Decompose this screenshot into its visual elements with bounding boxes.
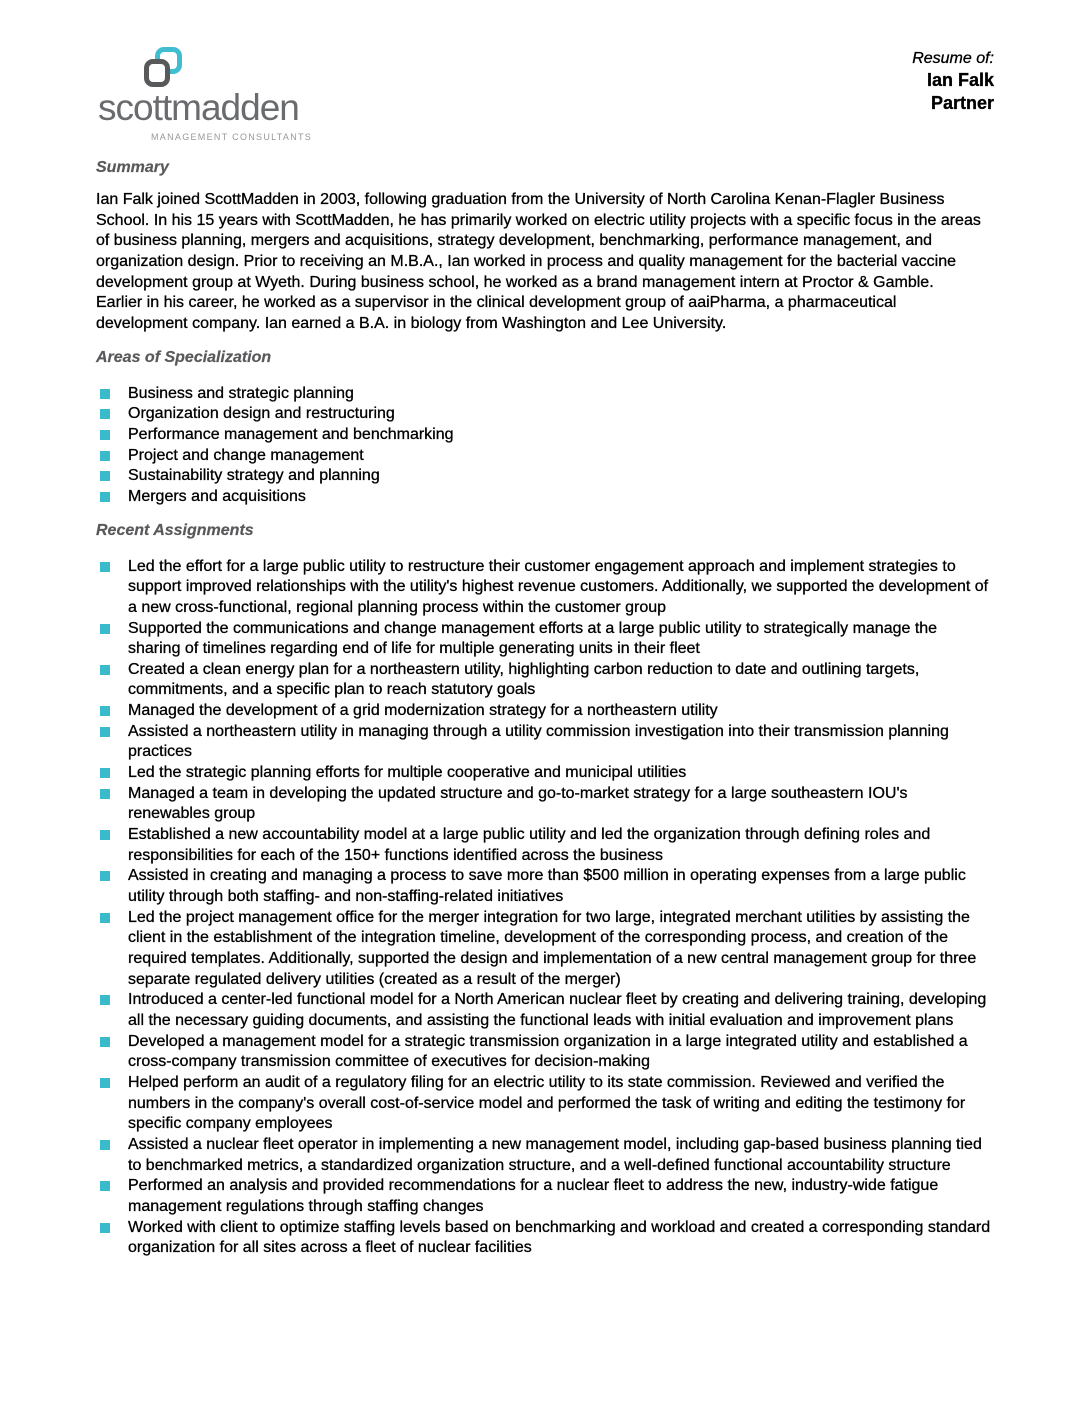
list-item xyxy=(96,1032,992,1073)
list-item-text: Supported the communications and change management efforts at a large public utility to strategically manage the sharing of timelines regarding end of life for multiple generating units in their fleet xyxy=(128,619,938,658)
list-item-text: Helped perform an audit of a regulatory filing for an electric utility to its state commission. Reviewed and verified the numbers in the company's overall cost-of-service model and performed the task of writing and editing the testimony for specific company employees xyxy=(128,1073,966,1133)
list-item-text: Created a clean energy plan for a northeastern utility, highlighting carbon reduction to date and outlining targets, commitments, and a specific plan to reach statutory goals xyxy=(128,660,920,699)
list-item-text: Led the effort for a large public utility to restructure their customer engagement approach and implement strategies to support improved relationships with the utility's highest revenue customers. Additionally, we supported the development of a new cross-functional, regional planning process within the customer group xyxy=(128,557,989,616)
list-item-text: Organization design and restructuring xyxy=(128,405,395,423)
list-item xyxy=(96,1218,992,1259)
list-item xyxy=(96,866,992,907)
list-item-text: Managed a team in developing the updated structure and go-to-market strategy for a large southeastern IOU's renewables group xyxy=(128,784,908,823)
list-item-text: Assisted a northeastern utility in managing through a utility commission investigation into their transmission planning practices xyxy=(128,722,949,761)
list-item xyxy=(96,660,992,701)
list-item xyxy=(96,722,992,763)
list-item-text: Assisted a nuclear fleet operator in implementing a new management model, including gap-based business planning tied to benchmarked metrics, a standardized organization structure, and a well-defined functional accountability structure xyxy=(128,1135,982,1174)
square-bullet-icon xyxy=(100,706,110,716)
square-bullet-icon xyxy=(100,389,110,399)
list-item xyxy=(96,1135,992,1176)
list-item xyxy=(96,784,992,825)
square-bullet-icon xyxy=(100,913,110,923)
logo-gray-square-icon xyxy=(144,59,170,87)
square-bullet-icon xyxy=(100,1037,110,1047)
list-item xyxy=(96,763,992,784)
square-bullet-icon xyxy=(100,492,110,502)
list-item-text: Assisted in creating and managing a process to save more than $500 million in operating expenses from a large public utility through both staffing- and non-staffing-related initiatives xyxy=(128,867,966,906)
square-bullet-icon xyxy=(100,995,110,1005)
section-heading-areas-of-specialization: Areas of Specialization xyxy=(96,348,272,366)
person-name: Ian Falk xyxy=(926,70,994,90)
square-bullet-icon xyxy=(100,409,110,419)
list-item xyxy=(96,404,992,425)
logo-brand-text: scottmadden xyxy=(98,87,299,128)
list-item-text: Worked with client to optimize staffing levels based on benchmarking and workload and created a corresponding standard organization for all sites across a fleet of nuclear facilities xyxy=(128,1218,991,1257)
square-bullet-icon xyxy=(100,430,110,440)
list-item-text: Developed a management model for a strategic transmission organization in a large integrated utility and established a cross-company transmission committee of executives for decision-making xyxy=(128,1032,968,1071)
square-bullet-icon xyxy=(100,1181,110,1191)
list-item xyxy=(96,446,992,467)
recent-assignments-list xyxy=(96,557,992,1259)
square-bullet-icon xyxy=(100,830,110,840)
list-item-text: Introduced a center-led functional model for a North American nuclear fleet by creating and delivering training, developing all the necessary guiding documents, and assisting the functional leads with initial evaluation and improvement plans xyxy=(128,991,987,1029)
person-title: Partner xyxy=(930,93,994,113)
list-item-text: Led the project management office for the merger integration for two large, integrated merchant utilities by assisting the client in the establishment of the integration timeline, development of the corresponding process, and creation of the required templates. Additionally, supported the design and implementation of a new central management group for three separate regulated delivery utilities (created as a result of the merger) xyxy=(128,908,977,988)
list-item-text: Established a new accountability model at a large public utility and led the organization through defining roles and responsibilities for each of the 150+ functions identified across the business xyxy=(128,826,931,864)
square-bullet-icon xyxy=(100,471,110,481)
list-item xyxy=(96,825,992,866)
areas-of-specialization-list xyxy=(96,384,992,508)
list-item-text: Project and change management xyxy=(128,446,364,464)
square-bullet-icon xyxy=(100,562,110,572)
list-item-text: Managed the development of a grid modernization strategy for a northeastern utility xyxy=(128,702,718,720)
square-bullet-icon xyxy=(100,768,110,778)
square-bullet-icon xyxy=(100,727,110,737)
section-heading-recent-assignments: Recent Assignments xyxy=(96,521,254,539)
list-item xyxy=(96,619,992,660)
list-item xyxy=(96,557,992,619)
list-item xyxy=(96,1176,992,1217)
logo-tagline-text: MANAGEMENT CONSULTANTS xyxy=(151,132,313,142)
list-item xyxy=(96,990,992,1031)
list-item xyxy=(96,1073,992,1135)
square-bullet-icon xyxy=(100,1078,110,1088)
list-item xyxy=(96,466,992,487)
list-item-text: Led the strategic planning efforts for multiple cooperative and municipal utilities xyxy=(128,764,687,782)
square-bullet-icon xyxy=(100,1140,110,1150)
list-item-text: Sustainability strategy and planning xyxy=(128,467,380,485)
square-bullet-icon xyxy=(100,789,110,799)
list-item xyxy=(96,908,992,991)
resume-of-label: Resume of: xyxy=(912,50,994,67)
square-bullet-icon xyxy=(100,624,110,634)
section-heading-summary: Summary xyxy=(96,159,169,176)
square-bullet-icon xyxy=(100,451,110,461)
list-item-text: Performed an analysis and provided recommendations for a nuclear fleet to address the new, industry-wide fatigue management regulations through staffing changes xyxy=(128,1177,939,1215)
summary-paragraph: Ian Falk joined ScottMadden in 2003, following graduation from the University of North Carolina Kenan-Flagler Business School. In his 15 years with ScottMadden, he has primarily worked on electric utility projects with a specific focus in the areas of business planning, mergers and acquisitions, strategy development, benchmarking, performance management, and organization design. Prior to receiving an M.B.A., Ian worked in process and quality management for the bacterial vaccine development group at Wyeth. During business school, he worked as a brand management intern at Proctor & Gamble. Earlier in his career, he worked as a supervisor in the clinical development group of aaiPharma, a pharmaceutical development company. Ian earned a B.A. in biology from Washington and Lee University. xyxy=(96,191,981,332)
list-item xyxy=(96,425,992,446)
list-item-text: Performance management and benchmarking xyxy=(128,425,454,443)
square-bullet-icon xyxy=(100,1223,110,1233)
list-item xyxy=(96,701,992,722)
list-item xyxy=(96,487,992,508)
list-item xyxy=(96,384,992,405)
square-bullet-icon xyxy=(100,871,110,881)
square-bullet-icon xyxy=(100,665,110,675)
list-item-text: Mergers and acquisitions xyxy=(128,487,306,505)
list-item-text: Business and strategic planning xyxy=(128,384,354,402)
